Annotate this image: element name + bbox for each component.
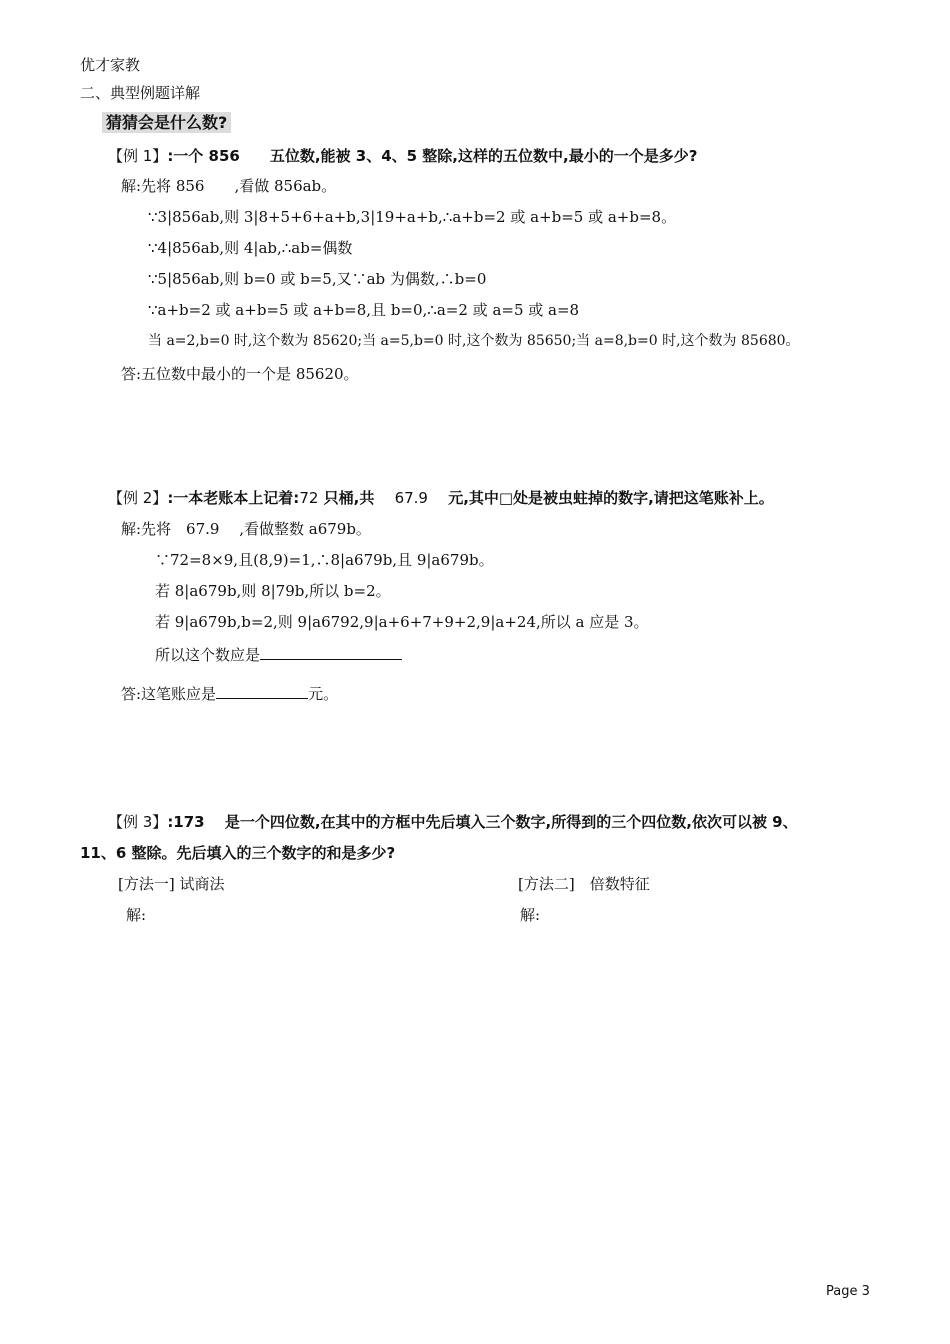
method-2-label: [方法二] 倍数特征 (518, 875, 650, 893)
example-2-text-a: :一本老账本上记着: (167, 489, 300, 507)
section-title: 二、典型例题详解 (80, 84, 201, 102)
page-label: Page (826, 1284, 858, 1299)
page-number: 3 (861, 1284, 870, 1299)
example-2-text-b: 72 (299, 489, 319, 507)
example-1-line: ∵a+b=2 或 a+b=5 或 a+b=8,且 b=0,∴a=2 或 a=5 或 a=8 (148, 301, 580, 319)
method-2-solution: 解: (520, 906, 541, 924)
example-2-answer (121, 684, 338, 704)
brand-label: 优才家教 (80, 56, 141, 74)
example-3-question (108, 812, 798, 832)
topic-heading (102, 113, 231, 133)
page-footer (826, 1282, 870, 1302)
fill-blank[interactable] (260, 645, 402, 660)
example-3-question-cont: 11、6 整除。先后填入的三个数字的和是多少? (80, 844, 396, 862)
example-2-fill (155, 645, 402, 665)
example-2-line: 解:先将 67.9 ,看做整数 a679b。 (121, 520, 371, 538)
example-1-text: :一个 856 五位数,能被 3、4、5 整除,这样的五位数中,最小的一个是多少? (167, 147, 698, 165)
topic-text: 猜猜会是什么数? (102, 112, 231, 133)
example-1-answer: 答:五位数中最小的一个是 85620。 (121, 365, 359, 383)
example-1-line: ∵5|856ab,则 b=0 或 b=5,又∵ab 为偶数,∴b=0 (148, 270, 487, 288)
fill-label: 所以这个数应是 (155, 646, 261, 664)
example-2-text-d: 67.9 (394, 489, 428, 507)
example-3-tag: 【例 3】 (108, 813, 168, 831)
example-1-line: ∵4|856ab,则 4|ab,∴ab=偶数 (148, 239, 353, 257)
example-2-line: 若 8|a679b,则 8|79b,所以 b=2。 (155, 582, 391, 600)
example-2-line: 若 9|a679b,b=2,则 9|a6792,9|a+6+7+9+2,9|a+24,所以 a 应是 3。 (155, 613, 649, 631)
answer-suffix: 元。 (308, 685, 339, 703)
example-1-line: 当 a=2,b=0 时,这个数为 85620;当 a=5,b=0 时,这个数为 85650;当 a=8,b=0 时,这个数为 85680。 (148, 333, 800, 349)
example-3-text-1: :173 是一个四位数,在其中的方框中先后填入三个数字,所得到的三个四位数,依次可以被 9、 (167, 813, 798, 831)
example-2-text-e: 元,其中□处是被虫蛀掉的数字,请把这笔账补上。 (427, 489, 774, 507)
example-1-line: 解:先将 856 ,看做 856ab。 (121, 177, 337, 195)
example-1-question (108, 146, 697, 166)
method-1-label: [方法一] 试商法 (118, 875, 225, 893)
method-1-solution: 解: (126, 906, 147, 924)
answer-prefix: 答:这笔账应是 (121, 685, 217, 703)
example-1-tag: 【例 1】 (108, 147, 168, 165)
example-1-line: ∵3|856ab,则 3|8+5+6+a+b,3|19+a+b,∴a+b=2 或 a+b=5 或 a+b=8。 (148, 208, 677, 226)
example-2-text-c: 只桶,共 (318, 489, 395, 507)
example-2-line: ∵72=8×9,且(8,9)=1,∴8|a679b,且 9|a679b。 (155, 551, 494, 569)
example-2-tag: 【例 2】 (108, 489, 168, 507)
example-2-question (108, 488, 774, 508)
answer-blank[interactable] (216, 684, 308, 699)
